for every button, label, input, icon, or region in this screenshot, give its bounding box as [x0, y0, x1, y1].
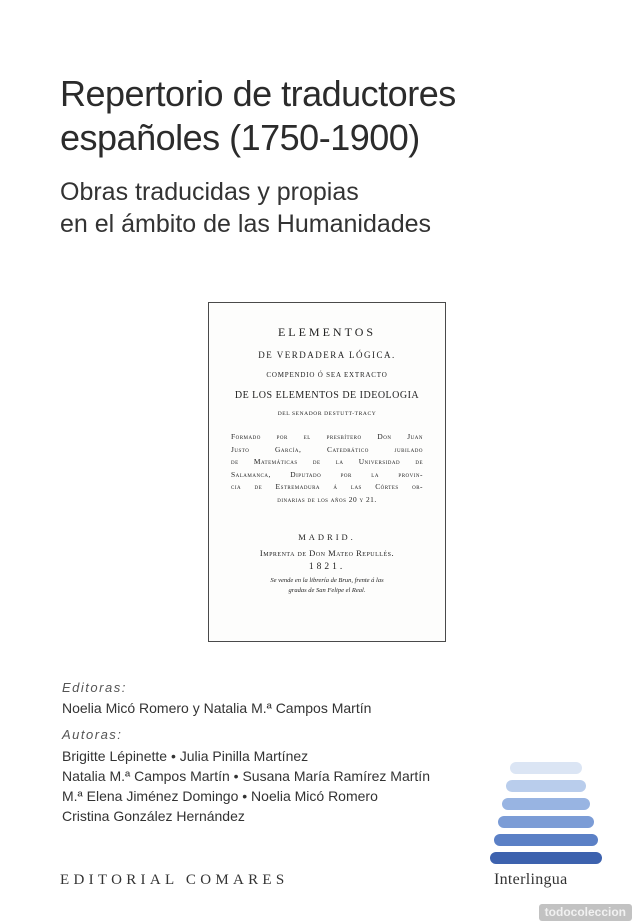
plate-line-senador: DEL SENADOR DESTUTT-TRACY: [277, 411, 377, 417]
subtitle-line: en el ámbito de las Humanidades: [60, 210, 432, 238]
plate-line-ideologia: DE LOS ELEMENTOS DE IDEOLOGIA: [234, 390, 420, 401]
plate-line-elementos: ELEMENTOS: [277, 325, 377, 339]
logo-bar: [506, 780, 586, 792]
author-line: Cristina González Hernández: [62, 808, 245, 824]
authors-list: [62, 746, 430, 826]
plate-sale-line: Se vende en la librería de Brun, frente á las: [270, 577, 384, 584]
plate-press: Imprenta de Don Mateo Repullés.: [259, 548, 395, 558]
plate-line-compendio: COMPENDIO Ó SEA EXTRACTO: [266, 371, 388, 379]
plate-body-line: Justo García, Catedrático jubilado: [231, 444, 423, 454]
plate-year: 1821.: [308, 562, 346, 572]
plate-line-logica: DE VERDADERA LÓGICA.: [258, 350, 396, 360]
plate-body-line: Formado por el presbítero Don Juan: [231, 432, 423, 441]
watermark: todocoleccion: [539, 904, 632, 921]
title-line: españoles (1750-1900): [60, 117, 420, 158]
interlingua-logo-text: Interlingua: [494, 871, 568, 888]
book-subtitle: [60, 176, 431, 240]
logo-bar: [494, 834, 598, 846]
plate-sale-line: gradas de San Felipe el Real.: [288, 587, 366, 594]
plate-body-text: [231, 431, 423, 506]
plate-sale-note: [209, 576, 445, 596]
plate-city: MADRID.: [298, 532, 356, 542]
logo-bar: [510, 762, 582, 774]
plate-body-line: cia de Estremadura á las Córtes or-: [231, 482, 423, 491]
plate-body-line: Salamanca, Diputado por la provin-: [231, 469, 423, 479]
publisher-name: EDITORIAL COMARES: [60, 872, 289, 888]
subtitle-line: Obras traducidas y propias: [60, 178, 359, 206]
logo-bar: [490, 852, 602, 864]
author-line: Brigitte Lépinette • Julia Pinilla Martínez: [62, 748, 309, 764]
book-title: [60, 72, 456, 160]
author-line: Natalia M.ª Campos Martín • Susana María Ramírez Martín: [62, 768, 430, 784]
historical-title-page-plate: [208, 302, 446, 642]
plate-body-line: de Matemáticas de la Universidad de: [231, 457, 423, 466]
editors-names: Noelia Micó Romero y Natalia M.ª Campos Martín: [62, 700, 372, 716]
logo-bar: [498, 816, 594, 828]
title-line: Repertorio de traductores: [60, 73, 456, 114]
editors-label: Editoras:: [62, 680, 127, 695]
authors-label: Autoras:: [62, 727, 123, 742]
logo-bar: [502, 798, 590, 810]
author-line: M.ª Elena Jiménez Domingo • Noelia Micó Romero: [62, 788, 378, 804]
plate-body-line: dinarias de los años 20 y 21.: [277, 494, 377, 504]
